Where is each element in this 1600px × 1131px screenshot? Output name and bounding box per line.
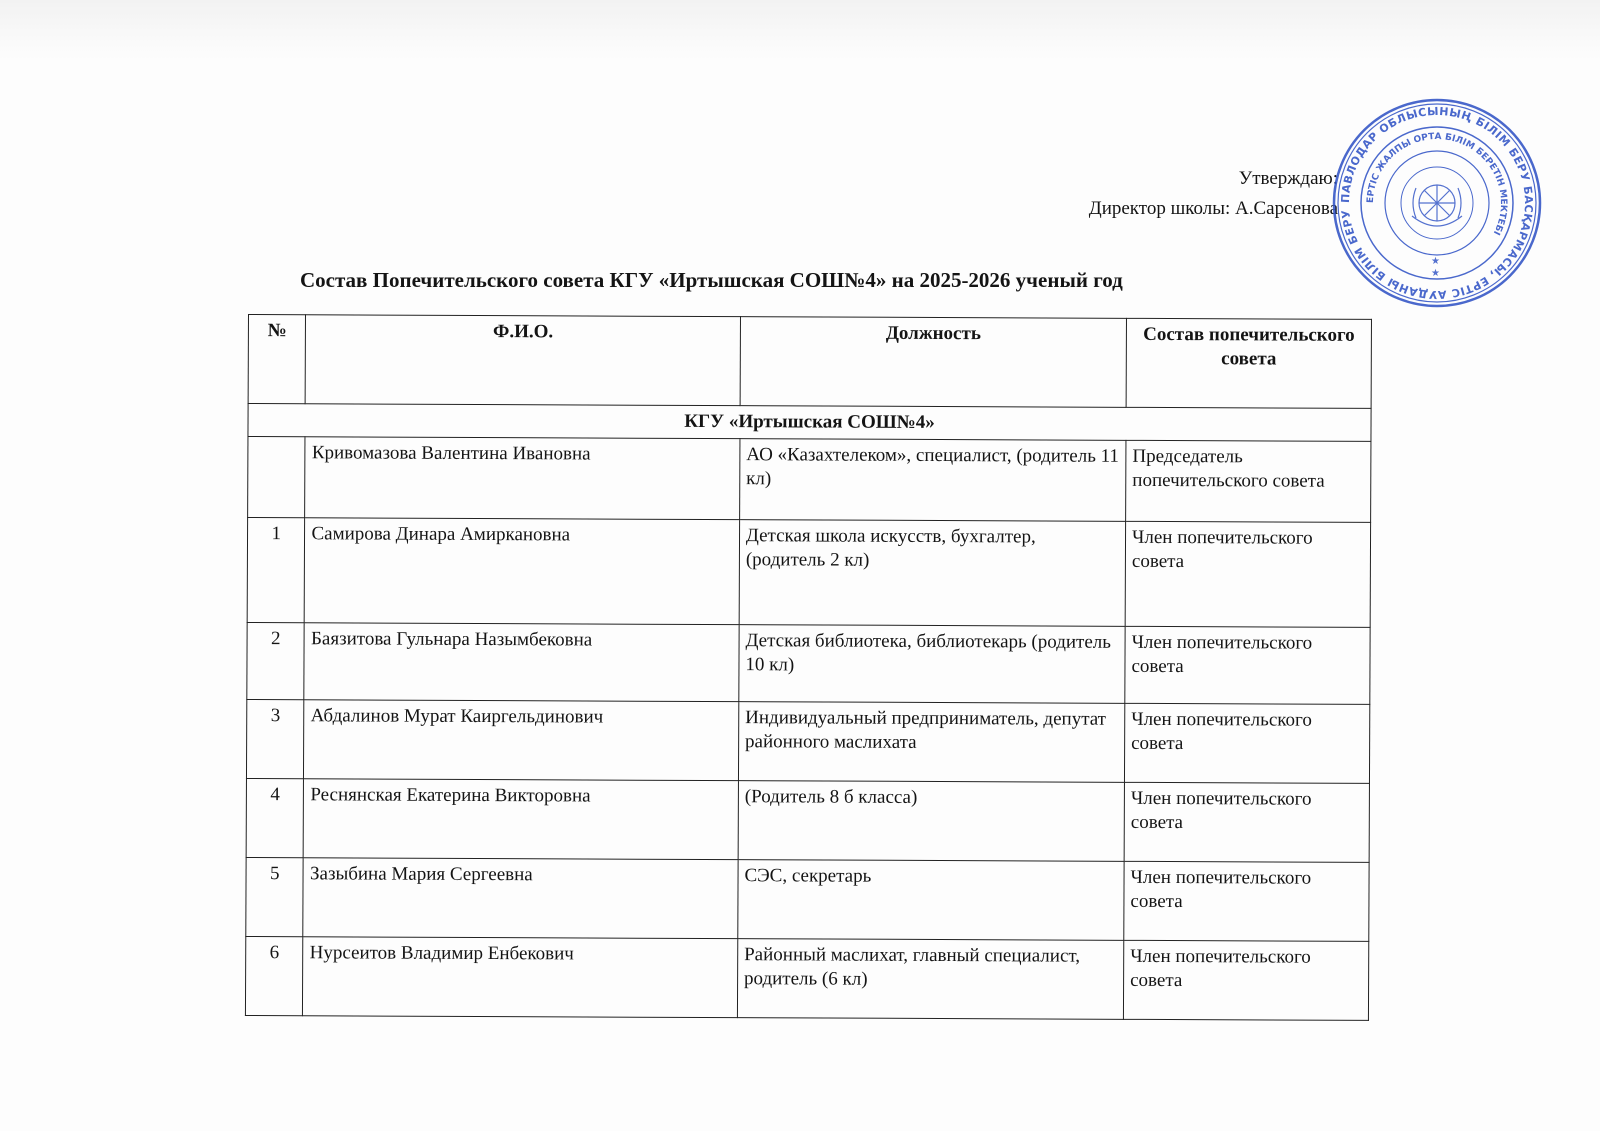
cell-num <box>248 437 306 518</box>
approval-line-1: Утверждаю: <box>1238 168 1338 189</box>
cell-name: Зазыбина Мария Сергеевна <box>303 858 738 939</box>
cell-role: Член попечительского совета <box>1123 940 1368 1020</box>
emblem-icon <box>1412 185 1462 226</box>
header-num: № <box>248 315 306 404</box>
cell-role: Председатель попечительского совета <box>1126 440 1371 522</box>
cell-name: Абдалинов Мурат Каиргельдинович <box>304 700 739 781</box>
table-row <box>246 857 1369 941</box>
seal-ring-text: ПАВЛОДАР ОБЛЫСЫНЫҢ БІЛІМ БЕРУ БАСҚАРМАСЫ, ЕРТІС АУДАНЫ БІЛІМ БЕРУ <box>1338 104 1536 302</box>
cell-num: 2 <box>247 622 305 699</box>
cell-name: Баязитова Гульнара Назымбековна <box>304 623 739 702</box>
cell-num: 5 <box>246 857 304 936</box>
table-section-row <box>248 404 1371 442</box>
cell-num: 3 <box>246 699 304 778</box>
approval-block <box>1089 164 1338 224</box>
cell-role: Член попечительского совета <box>1125 521 1370 627</box>
cell-name: Самирова Динара Амиркановна <box>305 518 740 625</box>
table-row <box>247 518 1370 628</box>
cell-position: Детская библиотека, библиотекарь (родитель 10 кл) <box>739 625 1125 704</box>
cell-name: Кривомазова Валентина Ивановна <box>305 437 740 520</box>
cell-num: 6 <box>245 936 303 1015</box>
cell-num: 1 <box>247 518 305 623</box>
cell-position: (Родитель 8 б класса) <box>738 781 1124 862</box>
header-position: Должность <box>740 317 1126 408</box>
document-title: Состав Попечительского совета КГУ «Иртышская СОШ№4» на 2025-2026 ученый год <box>300 268 1123 292</box>
table-row <box>245 936 1368 1020</box>
cell-role: Член попечительского совета <box>1124 703 1369 783</box>
section-title: КГУ «Иртышская СОШ№4» <box>248 404 1371 442</box>
svg-text:★: ★ <box>1431 256 1440 267</box>
table-row <box>248 437 1371 523</box>
seal-inner-text: ЕРТІС ЖАЛПЫ ОРТА БІЛІМ БЕРЕТІН МЕКТЕБІ <box>1365 131 1509 237</box>
cell-role: Член попечительского совета <box>1125 626 1370 704</box>
header-name: Ф.И.О. <box>306 315 741 406</box>
official-seal <box>1330 96 1544 310</box>
cell-position: Детская школа искусств, бухгалтер, (родитель 2 кл) <box>739 520 1126 627</box>
cell-name: Реснянская Екатерина Викторовна <box>304 779 739 860</box>
table-row <box>247 622 1370 704</box>
svg-text:★: ★ <box>1431 268 1440 279</box>
table-row <box>246 778 1369 862</box>
cell-position: Индивидуальный предприниматель, депутат районного маслихата <box>738 702 1124 783</box>
approval-line-2: Директор школы: А.Сарсенова <box>1088 198 1338 219</box>
cell-num: 4 <box>246 778 304 857</box>
cell-position: АО «Казахтелеком», специалист, (родитель 11 кл) <box>740 439 1126 522</box>
cell-position: СЭС, секретарь <box>738 860 1124 941</box>
council-table <box>245 314 1372 1021</box>
cell-role: Член попечительского совета <box>1124 782 1369 862</box>
table-header-row <box>248 315 1371 409</box>
header-role: Состав попечительского совета <box>1126 318 1371 408</box>
cell-role: Член попечительского совета <box>1124 861 1369 941</box>
scan-shadow <box>0 0 1600 60</box>
cell-position: Районный маслихат, главный специалист, родитель (6 кл) <box>737 939 1123 1020</box>
cell-name: Нурсеитов Владимир Енбекович <box>303 937 738 1018</box>
table-row <box>246 699 1369 783</box>
